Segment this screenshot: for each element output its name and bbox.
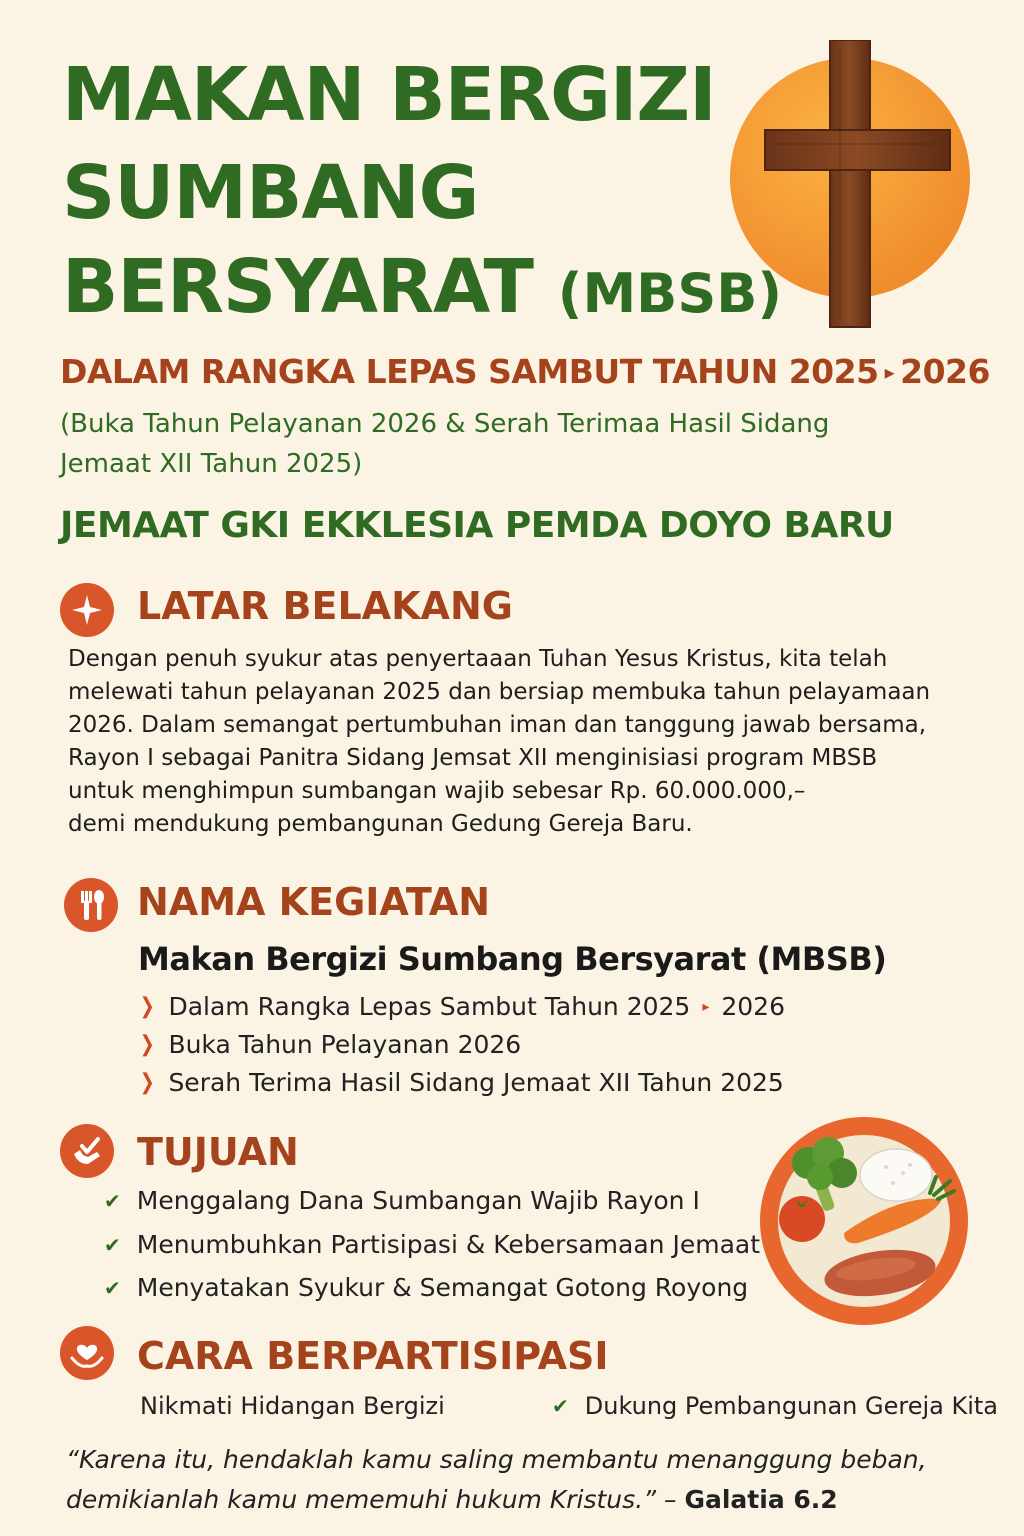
goal-item (104, 1273, 748, 1302)
background-line: Rayon I sebagai Panitra Sidang Jemsat XII menginisiasi program MBSB (68, 745, 878, 771)
goal-item-text: Menggalang Dana Sumbangan Wajib Rayon I (136, 1186, 700, 1215)
goal-item-text: Menumbuhkan Partisipasi & Kebersamaan Jemaat (136, 1230, 761, 1259)
rice (860, 1149, 932, 1201)
cross-horizontal (765, 130, 950, 170)
background-line: melewati tahun pelayanan 2025 dan bersiap membuka tahun pelayamaan (68, 679, 931, 705)
subtitle-year-end: 2026 (900, 352, 990, 391)
subtitle-paren-line-1: (Buka Tahun Pelayanan 2026 & Serah Terimaa Hasil Sidang (60, 409, 830, 439)
participate-item-2 (552, 1392, 998, 1420)
check-hand-icon (60, 1124, 114, 1178)
bible-quote (66, 1440, 966, 1520)
subtitle-main (60, 352, 990, 391)
cross-vertical (830, 40, 870, 327)
subtitle-paren (60, 404, 920, 484)
arrow-right-icon: ▸ (702, 998, 710, 1015)
check-icon: ✔ (104, 1275, 121, 1300)
quote-line-2-text: demikianlah kamu mememuhi hukum Kristus.” – (66, 1485, 677, 1514)
title-line-2: SUMBANG (62, 150, 479, 236)
participate-item-2-text: Dukung Pembangunan Gereja Kita (584, 1392, 999, 1420)
heart-hands-icon (60, 1326, 114, 1380)
activity-name: Makan Bergizi Sumbang Bersyarat (MBSB) (138, 940, 887, 978)
background-line: untuk menghimpun sumbangan wajib sebesar Rp. 60.000.000,– (68, 778, 806, 804)
fork-spoon-icon (64, 878, 118, 932)
activity-item-text-after: 2026 (721, 992, 785, 1021)
plate-food-illustration (758, 1115, 970, 1327)
activity-item (138, 992, 785, 1021)
goal-item-text: Menyatakan Syukur & Semangat Gotong Royong (136, 1273, 749, 1302)
subtitle-paren-line-2: Jemaat XII Tahun 2025) (60, 449, 363, 479)
check-icon: ✔ (104, 1232, 121, 1257)
check-icon: ✔ (552, 1394, 569, 1418)
quote-line-1: “Karena itu, hendaklah kamu saling membantu menanggung beban, (66, 1445, 927, 1474)
title-line-3-text: BERSYARAT (62, 244, 533, 330)
background-line: Dengan penuh syukur atas penyertaaan Tuhan Yesus Kristus, kita telah (68, 646, 888, 672)
section-heading-goals: TUJUAN (137, 1130, 299, 1174)
check-icon: ✔ (104, 1188, 121, 1213)
section-heading-activity: NAMA KEGIATAN (137, 880, 491, 924)
activity-item (138, 1068, 784, 1097)
tomato (779, 1196, 825, 1242)
title-abbr: (MBSB) (557, 262, 783, 325)
goal-item (104, 1186, 700, 1215)
title-line-3 (62, 244, 783, 330)
participate-item-1: Nikmati Hidangan Bergizi (140, 1392, 445, 1420)
title-line-1: MAKAN BERGIZI (62, 52, 716, 138)
chevron-right-icon: ❯ (139, 1070, 155, 1095)
quote-reference: Galatia 6.2 (684, 1485, 838, 1514)
section-heading-participate: CARA BERPARTISIPASI (137, 1334, 609, 1378)
activity-item-text: Buka Tahun Pelayanan 2026 (168, 1030, 522, 1059)
sparkle-icon (60, 583, 114, 637)
activity-item-text: Serah Terima Hasil Sidang Jemaat XII Tahun 2025 (168, 1068, 784, 1097)
background-line: 2026. Dalam semangat pertumbuhan iman dan tanggung jawab bersama, (68, 712, 927, 738)
congregation-name: JEMAAT GKI EKKLESIA PEMDA DOYO BARU (60, 505, 894, 546)
background-paragraph (68, 643, 968, 841)
background-line: demi mendukung pembangunan Gedung Gereja Baru. (68, 811, 693, 837)
subtitle-arrow-icon: ▸ (884, 360, 895, 384)
goal-item (104, 1230, 760, 1259)
chevron-right-icon: ❯ (139, 1032, 155, 1057)
quote-line-2 (66, 1480, 966, 1520)
subtitle-main-text: DALAM RANGKA LEPAS SAMBUT TAHUN 2025 (60, 352, 879, 391)
chevron-right-icon: ❯ (139, 994, 155, 1019)
activity-item-text: Dalam Rangka Lepas Sambut Tahun 2025 (168, 992, 691, 1021)
activity-item (138, 1030, 521, 1059)
section-heading-background: LATAR BELAKANG (137, 584, 513, 628)
